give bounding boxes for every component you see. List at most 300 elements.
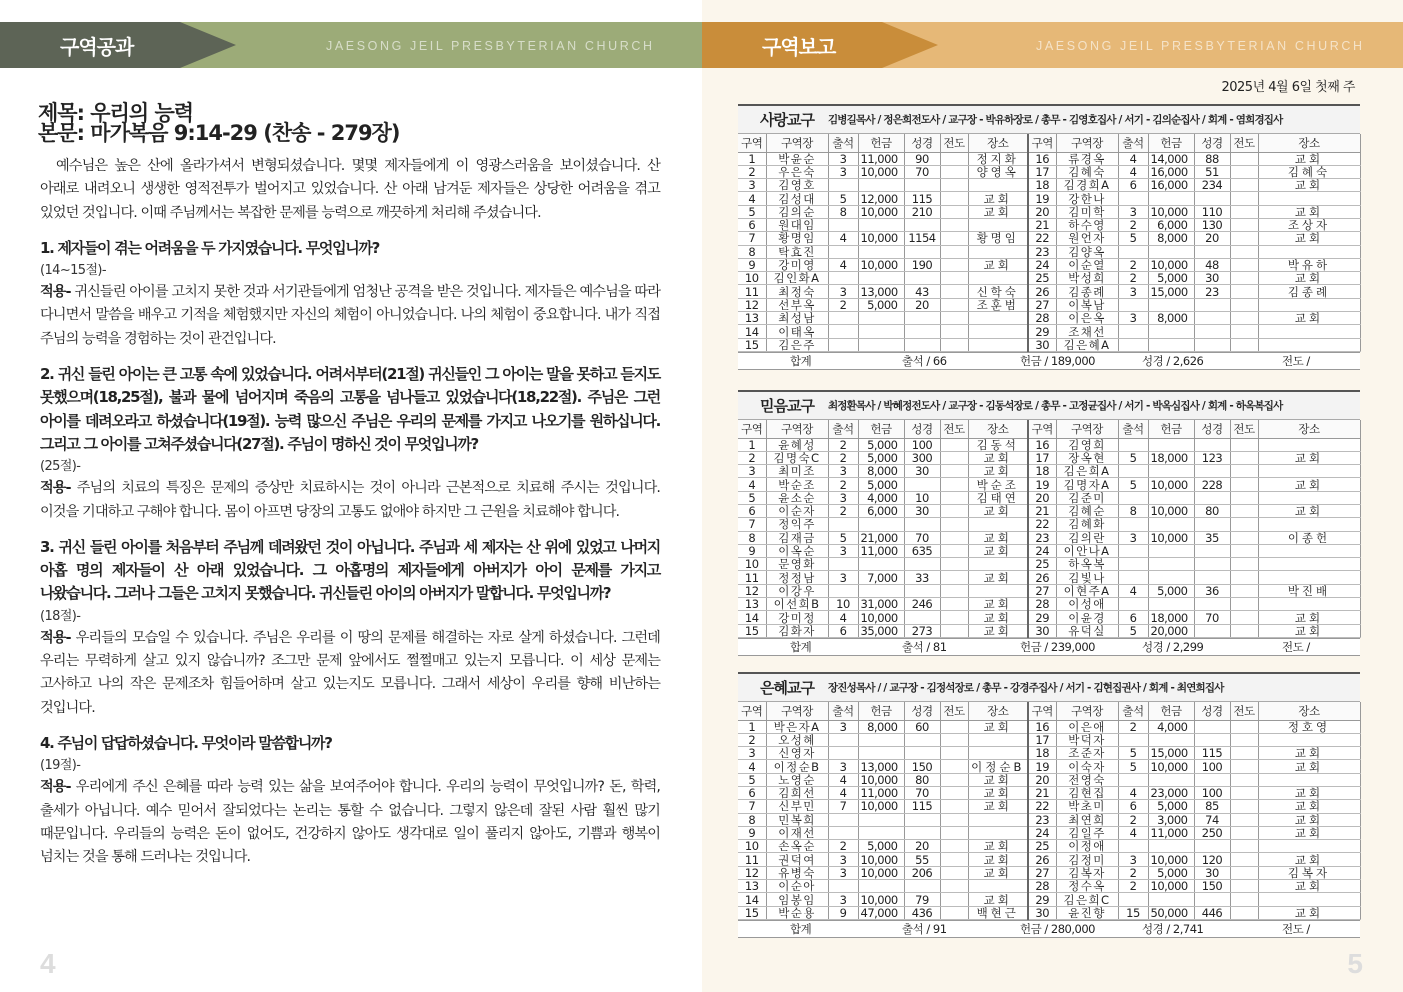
- table-cell: 21: [1028, 504, 1056, 517]
- table-cell: 2: [1118, 272, 1148, 285]
- table-row: [738, 760, 1360, 773]
- table-cell: 조준자: [1056, 747, 1118, 760]
- table-cell: [1194, 733, 1230, 746]
- table-cell: [940, 491, 968, 504]
- table-cell: 16: [1028, 438, 1056, 451]
- total-att: 출석 / 91: [902, 921, 947, 936]
- table-cell: [858, 584, 904, 597]
- table-cell: 8,000: [858, 465, 904, 478]
- district-block: [738, 672, 1360, 938]
- table-cell: 30: [1028, 624, 1056, 637]
- table-cell: 13: [738, 598, 766, 611]
- column-header: 헌금: [1148, 702, 1194, 720]
- table-cell: 234: [1194, 179, 1230, 192]
- table-cell: 교회: [1258, 451, 1360, 464]
- table-cell: 교회: [1258, 906, 1360, 919]
- table-cell: 김복자: [1258, 866, 1360, 879]
- table-cell: [1230, 152, 1258, 165]
- table-cell: 24: [1028, 544, 1056, 557]
- table-cell: 13: [738, 880, 766, 893]
- table-cell: [1118, 733, 1148, 746]
- table-cell: 30: [1028, 338, 1056, 351]
- table-cell: [828, 747, 858, 760]
- table-cell: [1118, 465, 1148, 478]
- table-cell: 18: [1028, 747, 1056, 760]
- table-cell: [1194, 192, 1230, 205]
- table-cell: 24: [1028, 826, 1056, 839]
- table-cell: 17: [1028, 165, 1056, 178]
- total-bible: 성경 / 2,626: [1142, 353, 1204, 368]
- table-cell: [968, 245, 1028, 258]
- district-staff: 장진성목사 / / 교구장 - 김정석장로 / 총무 - 강경주집사 / 서기 - 김현집권사 / 회계 - 최연희집사: [827, 682, 1224, 694]
- table-cell: 4: [1118, 826, 1148, 839]
- application-label: 적용-: [40, 480, 71, 497]
- table-cell: 최성남: [766, 312, 828, 325]
- table-cell: 2: [1118, 813, 1148, 826]
- table-row: [738, 504, 1360, 517]
- table-cell: [940, 826, 968, 839]
- table-cell: 조훈범: [968, 298, 1028, 311]
- table-cell: 2: [1118, 866, 1148, 879]
- table-cell: 이강우: [766, 584, 828, 597]
- table-cell: [1148, 338, 1194, 351]
- table-cell: 13,000: [858, 285, 904, 298]
- table-cell: 교회: [1258, 272, 1360, 285]
- table-cell: 26: [1028, 571, 1056, 584]
- table-cell: 10,000: [1148, 478, 1194, 491]
- table-cell: [1118, 558, 1148, 571]
- table-cell: [940, 272, 968, 285]
- table-cell: 박초미: [1056, 800, 1118, 813]
- table-cell: [1230, 258, 1258, 271]
- table-cell: 28: [1028, 312, 1056, 325]
- table-cell: 6,000: [858, 504, 904, 517]
- table-cell: 7: [738, 518, 766, 531]
- table-cell: 교회: [968, 611, 1028, 624]
- table-cell: 4: [1118, 584, 1148, 597]
- table-cell: [828, 584, 858, 597]
- table-cell: 교회: [1258, 624, 1360, 637]
- right-header-tag: 구역보고: [762, 35, 836, 59]
- table-cell: 19: [1028, 760, 1056, 773]
- table-cell: [904, 312, 940, 325]
- column-header: 구역장: [766, 420, 828, 438]
- table-cell: 50,000: [1148, 906, 1194, 919]
- table-cell: [904, 245, 940, 258]
- table-row: [738, 747, 1360, 760]
- table-cell: 박은자A: [766, 720, 828, 733]
- table-cell: 19: [1028, 478, 1056, 491]
- table-cell: 신영자: [766, 747, 828, 760]
- table-cell: 47,000: [858, 906, 904, 919]
- table-cell: [828, 518, 858, 531]
- table-cell: 20: [904, 840, 940, 853]
- column-header: 구역: [738, 420, 766, 438]
- table-cell: [968, 312, 1028, 325]
- table-cell: 김정미: [1056, 853, 1118, 866]
- table-cell: 35: [1194, 531, 1230, 544]
- table-cell: [1148, 465, 1194, 478]
- table-cell: 강미정: [766, 611, 828, 624]
- table-cell: 김성대: [766, 192, 828, 205]
- table-cell: 박윤순: [766, 152, 828, 165]
- table-cell: 5,000: [858, 451, 904, 464]
- table-row: [738, 800, 1360, 813]
- table-cell: [904, 325, 940, 338]
- table-cell: 9: [738, 544, 766, 557]
- table-cell: 446: [1194, 906, 1230, 919]
- table-cell: 2: [1118, 258, 1148, 271]
- table-cell: [940, 438, 968, 451]
- table-cell: [1148, 491, 1194, 504]
- table-cell: [858, 813, 904, 826]
- district-name: 사랑교구: [760, 111, 814, 129]
- table-cell: 3: [1118, 205, 1148, 218]
- table-cell: [1230, 338, 1258, 351]
- table-cell: 5: [738, 491, 766, 504]
- table-cell: 7: [828, 800, 858, 813]
- table-cell: 7: [738, 232, 766, 245]
- table-cell: 우은숙: [766, 165, 828, 178]
- page-number-left: 4: [40, 948, 56, 979]
- table-cell: [828, 813, 858, 826]
- table-cell: [1230, 205, 1258, 218]
- table-cell: 12: [738, 866, 766, 879]
- table-cell: 교회: [968, 531, 1028, 544]
- table-row: [738, 325, 1360, 338]
- table-cell: 5,000: [858, 840, 904, 853]
- table-cell: [940, 205, 968, 218]
- table-row: [738, 518, 1360, 531]
- column-header: 구역: [738, 134, 766, 152]
- table-cell: 3: [828, 285, 858, 298]
- table-cell: 4: [738, 760, 766, 773]
- table-cell: [1118, 598, 1148, 611]
- table-cell: [940, 504, 968, 517]
- column-header: 헌금: [858, 134, 904, 152]
- table-cell: [1258, 298, 1360, 311]
- table-cell: 250: [1194, 826, 1230, 839]
- table-cell: 이윤경: [1056, 611, 1118, 624]
- district-table: [738, 420, 1361, 638]
- column-header: 출석: [1118, 420, 1148, 438]
- table-cell: 3: [1118, 853, 1148, 866]
- table-cell: 11: [738, 853, 766, 866]
- table-cell: 이순열: [1056, 258, 1118, 271]
- table-cell: 이순아: [766, 880, 828, 893]
- table-cell: [1258, 571, 1360, 584]
- table-cell: 김복자: [1056, 866, 1118, 879]
- table-cell: [1148, 773, 1194, 786]
- table-cell: [968, 218, 1028, 231]
- table-cell: 교회: [968, 773, 1028, 786]
- application: [40, 627, 660, 720]
- table-cell: 15: [738, 906, 766, 919]
- table-cell: 강미영: [766, 258, 828, 271]
- table-cell: [940, 611, 968, 624]
- table-row: [738, 571, 1360, 584]
- total-label: 합계: [790, 921, 812, 936]
- table-cell: 13,000: [858, 760, 904, 773]
- table-cell: 30: [1194, 272, 1230, 285]
- table-cell: 29: [1028, 893, 1056, 906]
- column-header: 성경: [1194, 420, 1230, 438]
- table-cell: [1118, 518, 1148, 531]
- table-cell: 6: [1118, 800, 1148, 813]
- table-cell: [1230, 465, 1258, 478]
- column-header: 장소: [968, 702, 1028, 720]
- table-cell: 신부민: [766, 800, 828, 813]
- table-cell: [858, 880, 904, 893]
- right-page: [702, 0, 1403, 992]
- table-cell: [858, 518, 904, 531]
- total-ev: 전도 /: [1282, 639, 1310, 654]
- table-cell: 교회: [1258, 478, 1360, 491]
- table-cell: [828, 826, 858, 839]
- table-cell: 8: [828, 205, 858, 218]
- table-cell: [1230, 232, 1258, 245]
- table-cell: 10,000: [858, 165, 904, 178]
- table-cell: 이정애: [1056, 840, 1118, 853]
- table-cell: [940, 840, 968, 853]
- table-cell: [968, 325, 1028, 338]
- table-cell: 교회: [1258, 611, 1360, 624]
- table-cell: 15: [1118, 906, 1148, 919]
- table-cell: 8,000: [1148, 232, 1194, 245]
- table-cell: 3: [828, 544, 858, 557]
- table-cell: [1194, 298, 1230, 311]
- table-cell: 10,000: [1148, 205, 1194, 218]
- table-cell: 김일주: [1056, 826, 1118, 839]
- table-cell: 4: [738, 478, 766, 491]
- table-cell: [1230, 598, 1258, 611]
- table-cell: [1230, 893, 1258, 906]
- table-cell: 교회: [1258, 504, 1360, 517]
- table-cell: 유덕실: [1056, 624, 1118, 637]
- table-cell: [1230, 747, 1258, 760]
- table-cell: 26: [1028, 853, 1056, 866]
- table-cell: [1230, 272, 1258, 285]
- table-row: [738, 826, 1360, 839]
- left-church-name: JAESONG JEIL PRESBYTERIAN CHURCH: [326, 39, 655, 53]
- table-cell: [858, 312, 904, 325]
- application-text: 귀신들린 아이를 고치지 못한 것과 서기관들에게 엄청난 공격을 받은 것입니다. 제자들은 예수님을 따라 다니면서 말씀을 배우고 기적을 체험했지만 자신의 체험이 아니었습니다. 나의 체험이 중요합니다. 내가 직접 주님의 능력을 경험하는 것이 관건입니다.: [40, 284, 660, 347]
- table-cell: [1148, 544, 1194, 557]
- table-cell: [904, 611, 940, 624]
- table-cell: 21: [1028, 786, 1056, 799]
- table-cell: 1: [738, 720, 766, 733]
- column-header: 출석: [1118, 134, 1148, 152]
- right-header: [702, 22, 1403, 68]
- table-cell: 5: [1118, 624, 1148, 637]
- table-cell: 14: [738, 611, 766, 624]
- table-row: [738, 544, 1360, 557]
- table-cell: 80: [904, 773, 940, 786]
- table-cell: [858, 826, 904, 839]
- table-cell: [1194, 518, 1230, 531]
- table-cell: 10,000: [858, 232, 904, 245]
- table-row: [738, 465, 1360, 478]
- table-cell: [1230, 813, 1258, 826]
- table-cell: 10: [738, 272, 766, 285]
- table-cell: [1230, 720, 1258, 733]
- table-cell: [1194, 571, 1230, 584]
- table-cell: [1194, 312, 1230, 325]
- question-4: 4. 주님이 답답하셨습니다. 무엇이라 말씀합니까?: [40, 733, 332, 752]
- table-cell: 10,000: [858, 866, 904, 879]
- table-cell: [1230, 179, 1258, 192]
- table-cell: [858, 245, 904, 258]
- table-cell: 김인화A: [766, 272, 828, 285]
- table-cell: 115: [904, 192, 940, 205]
- table-cell: 5: [828, 531, 858, 544]
- application: [40, 776, 660, 869]
- table-cell: 15,000: [1148, 285, 1194, 298]
- table-cell: [1118, 893, 1148, 906]
- table-cell: [1230, 451, 1258, 464]
- table-cell: [1258, 733, 1360, 746]
- district-total: [738, 352, 1360, 370]
- table-cell: [968, 558, 1028, 571]
- table-cell: [940, 152, 968, 165]
- column-header: 성경: [904, 420, 940, 438]
- table-cell: 20: [1028, 773, 1056, 786]
- table-cell: [940, 800, 968, 813]
- table-cell: [968, 733, 1028, 746]
- table-cell: 조채선: [1056, 325, 1118, 338]
- table-cell: [1258, 245, 1360, 258]
- table-row: [738, 478, 1360, 491]
- table-cell: 신학숙: [968, 285, 1028, 298]
- table-cell: 조상자: [1258, 218, 1360, 231]
- table-cell: 김태연: [968, 491, 1028, 504]
- column-header: 구역: [1028, 134, 1056, 152]
- table-cell: 17: [1028, 451, 1056, 464]
- column-header: 구역장: [1056, 702, 1118, 720]
- table-cell: 교회: [1258, 853, 1360, 866]
- table-cell: 김빛나: [1056, 571, 1118, 584]
- table-cell: 전영숙: [1056, 773, 1118, 786]
- table-cell: 14,000: [1148, 152, 1194, 165]
- table-cell: 윤소순: [766, 491, 828, 504]
- table-row: [738, 853, 1360, 866]
- table-cell: 4: [1118, 165, 1148, 178]
- table-cell: 4: [1118, 786, 1148, 799]
- table-cell: 교회: [968, 893, 1028, 906]
- table-cell: [1230, 218, 1258, 231]
- table-cell: [904, 338, 940, 351]
- table-cell: [940, 232, 968, 245]
- table-cell: [940, 747, 968, 760]
- table-cell: 김현집: [1056, 786, 1118, 799]
- table-cell: [1230, 866, 1258, 879]
- table-cell: 이재선: [766, 826, 828, 839]
- table-cell: 79: [904, 893, 940, 906]
- table-cell: 100: [1194, 760, 1230, 773]
- table-cell: 635: [904, 544, 940, 557]
- table-cell: 10,000: [858, 853, 904, 866]
- column-header: 헌금: [858, 702, 904, 720]
- table-cell: 90: [904, 152, 940, 165]
- table-cell: 8: [738, 813, 766, 826]
- district-name: 은혜교구: [760, 679, 814, 697]
- table-cell: 김명숙C: [766, 451, 828, 464]
- table-cell: 20: [1194, 232, 1230, 245]
- table-cell: [940, 880, 968, 893]
- column-header: 출석: [828, 702, 858, 720]
- table-cell: 김혜순: [1056, 504, 1118, 517]
- table-cell: [828, 325, 858, 338]
- table-cell: 10: [738, 558, 766, 571]
- column-header: 출석: [828, 134, 858, 152]
- table-cell: 23: [1028, 531, 1056, 544]
- table-cell: [1230, 544, 1258, 557]
- table-cell: 300: [904, 451, 940, 464]
- table-cell: 6: [1118, 179, 1148, 192]
- table-cell: 10: [904, 491, 940, 504]
- application-text: 주님의 치료의 특징은 문제의 증상만 치료하시는 것이 아니라 근본적으로 치료해 주시는 것입니다. 이것을 기대하고 구해야 합니다. 몸이 아프면 당장의 고통도 없애야 하지만 그 근원을 치료해야 합니다.: [40, 480, 660, 520]
- table-cell: 10,000: [1148, 880, 1194, 893]
- question-ref: (14~15절)-: [40, 263, 106, 279]
- table-cell: [904, 478, 940, 491]
- table-cell: 6: [738, 504, 766, 517]
- table-cell: 김은희C: [1056, 893, 1118, 906]
- table-cell: 5,000: [858, 478, 904, 491]
- table-cell: 류경옥: [1056, 152, 1118, 165]
- table-cell: [858, 218, 904, 231]
- table-cell: 15,000: [1148, 747, 1194, 760]
- table-cell: [1230, 880, 1258, 893]
- table-cell: 10,000: [858, 205, 904, 218]
- table-cell: 20,000: [1148, 624, 1194, 637]
- table-cell: [940, 325, 968, 338]
- table-cell: 18,000: [1148, 451, 1194, 464]
- column-header: 구역장: [766, 134, 828, 152]
- table-cell: 노영순: [766, 773, 828, 786]
- table-cell: 20: [904, 298, 940, 311]
- table-cell: 17: [1028, 733, 1056, 746]
- total-ev: 전도 /: [1282, 353, 1310, 368]
- table-cell: [1148, 245, 1194, 258]
- question-list: [40, 237, 660, 870]
- column-header: 구역장: [766, 702, 828, 720]
- table-row: [738, 258, 1360, 271]
- table-cell: 7: [738, 800, 766, 813]
- table-cell: 김혜숙: [1258, 165, 1360, 178]
- table-cell: [828, 733, 858, 746]
- table-cell: [828, 179, 858, 192]
- table-cell: 김경희A: [1056, 179, 1118, 192]
- table-cell: 25: [1028, 840, 1056, 853]
- table-cell: 3: [828, 152, 858, 165]
- table-cell: 16,000: [1148, 165, 1194, 178]
- table-cell: 11: [738, 285, 766, 298]
- table-row: [738, 906, 1360, 919]
- table-cell: 2: [738, 733, 766, 746]
- column-header: 전도: [940, 420, 968, 438]
- table-row: [738, 298, 1360, 311]
- table-cell: 2: [828, 298, 858, 311]
- table-cell: [968, 272, 1028, 285]
- table-cell: 2: [828, 504, 858, 517]
- table-cell: 하옥복: [1056, 558, 1118, 571]
- table-cell: 이성애: [1056, 598, 1118, 611]
- table-cell: 16: [1028, 720, 1056, 733]
- table-cell: 김은주: [766, 338, 828, 351]
- table-cell: 이선희B: [766, 598, 828, 611]
- table-row: [738, 179, 1360, 192]
- column-header: 전도: [1230, 420, 1258, 438]
